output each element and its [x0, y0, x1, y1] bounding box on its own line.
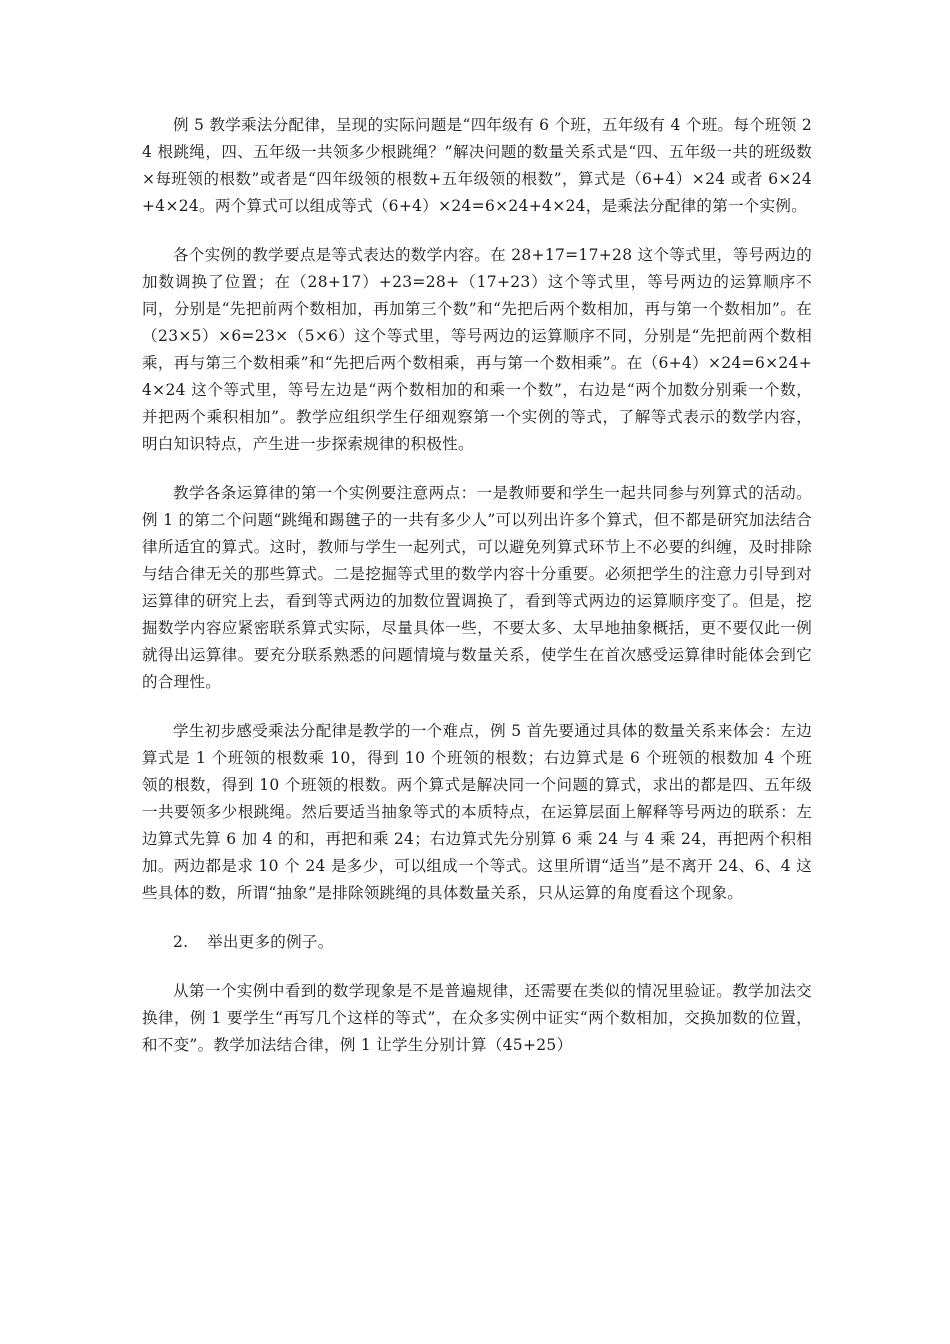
section-heading-text: 举出更多的例子。 [207, 933, 334, 951]
paragraph-1: 例 5 教学乘法分配律，呈现的实际问题是“四年级有 6 个班，五年级有 4 个班。每个班领 24 根跳绳，四、五年级一共领多少根跳绳？”解决问题的数量关系式是“四、五年级一共的班级数×每班领的根数”或者是“四年级领的根数+五年级领的根数”，算式是（6+4）×24 或者 6×24+4×24。两个算式可以组成等式（6+4）×24=6×24+4×24，是乘法分配律的第一个实例。 [142, 116, 812, 215]
paragraph-4: 学生初步感受乘法分配律是教学的一个难点，例 5 首先要通过具体的数量关系来体会：左边算式是 1 个班领的根数乘 10，得到 10 个班领的根数；右边算式是 6 个班领的根数加 4 个班领的根数，得到 10 个班领的根数。两个算式是解决同一个问题的算式，求出的都是四、五年级一共要领多少根跳绳。然后要适当抽象等式的本质特点，在运算层面上解释等号两边的联系：左边算式先算 6 加 4 的和，再把和乘 24；右边算式先分别算 6 乘 24 与 4 乘 24，再把两个积相加。两边都是求 10 个 24 是多少，可以组成一个等式。这里所谓“适当”是不离开 24、6、4 这些具体的数，所谓“抽象”是排除领跳绳的具体数量关系，只从运算的角度看这个现象。 [142, 722, 812, 902]
document-page [142, 112, 812, 1344]
section-heading [142, 929, 812, 956]
section-heading-number: 2. [173, 933, 189, 951]
paragraph-5: 从第一个实例中看到的数学现象是不是普遍规律，还需要在类似的情况里验证。教学加法交换律，例 1 要学生“再写几个这样的等式”，在众多实例中证实“两个数相加，交换加数的位置，和不变”。教学加法结合律，例 1 让学生分别计算（45+25） [142, 982, 812, 1054]
paragraph-2: 各个实例的教学要点是等式表达的数学内容。在 28+17=17+28 这个等式里，等号两边的加数调换了位置；在（28+17）+23=28+（17+23）这个等式里，等号两边的运算顺序不同，分别是“先把前两个数相加，再加第三个数”和“先把后两个数相加，再与第一个数相加”。在（23×5）×6=23×（5×6）这个等式里，等号两边的运算顺序不同，分别是“先把前两个数相乘，再与第三个数相乘”和“先把后两个数相乘，再与第一个数相乘”。在（6+4）×24=6×24+4×24 这个等式里，等号左边是“两个数相加的和乘一个数”，右边是“两个加数分别乘一个数，并把两个乘积相加”。教学应组织学生仔细观察第一个实例的等式，了解等式表示的数学内容，明白知识特点，产生进一步探索规律的积极性。 [142, 246, 812, 453]
paragraph-3: 教学各条运算律的第一个实例要注意两点：一是教师要和学生一起共同参与列算式的活动。例 1 的第二个问题“跳绳和踢毽子的一共有多少人”可以列出许多个算式，但不都是研究加法结合律所适宜的算式。这时，教师与学生一起列式，可以避免列算式环节上不必要的纠缠，及时排除与结合律无关的那些算式。二是挖掘等式里的数学内容十分重要。必须把学生的注意力引导到对运算律的研究上去，看到等式两边的加数位置调换了，看到等式两边的运算顺序变了。但是，挖掘数学内容应紧密联系算式实际，尽量具体一些，不要太多、太早地抽象概括，更不要仅此一例就得出运算律。要充分联系熟悉的问题情境与数量关系，使学生在首次感受运算律时能体会到它的合理性。 [142, 484, 812, 691]
